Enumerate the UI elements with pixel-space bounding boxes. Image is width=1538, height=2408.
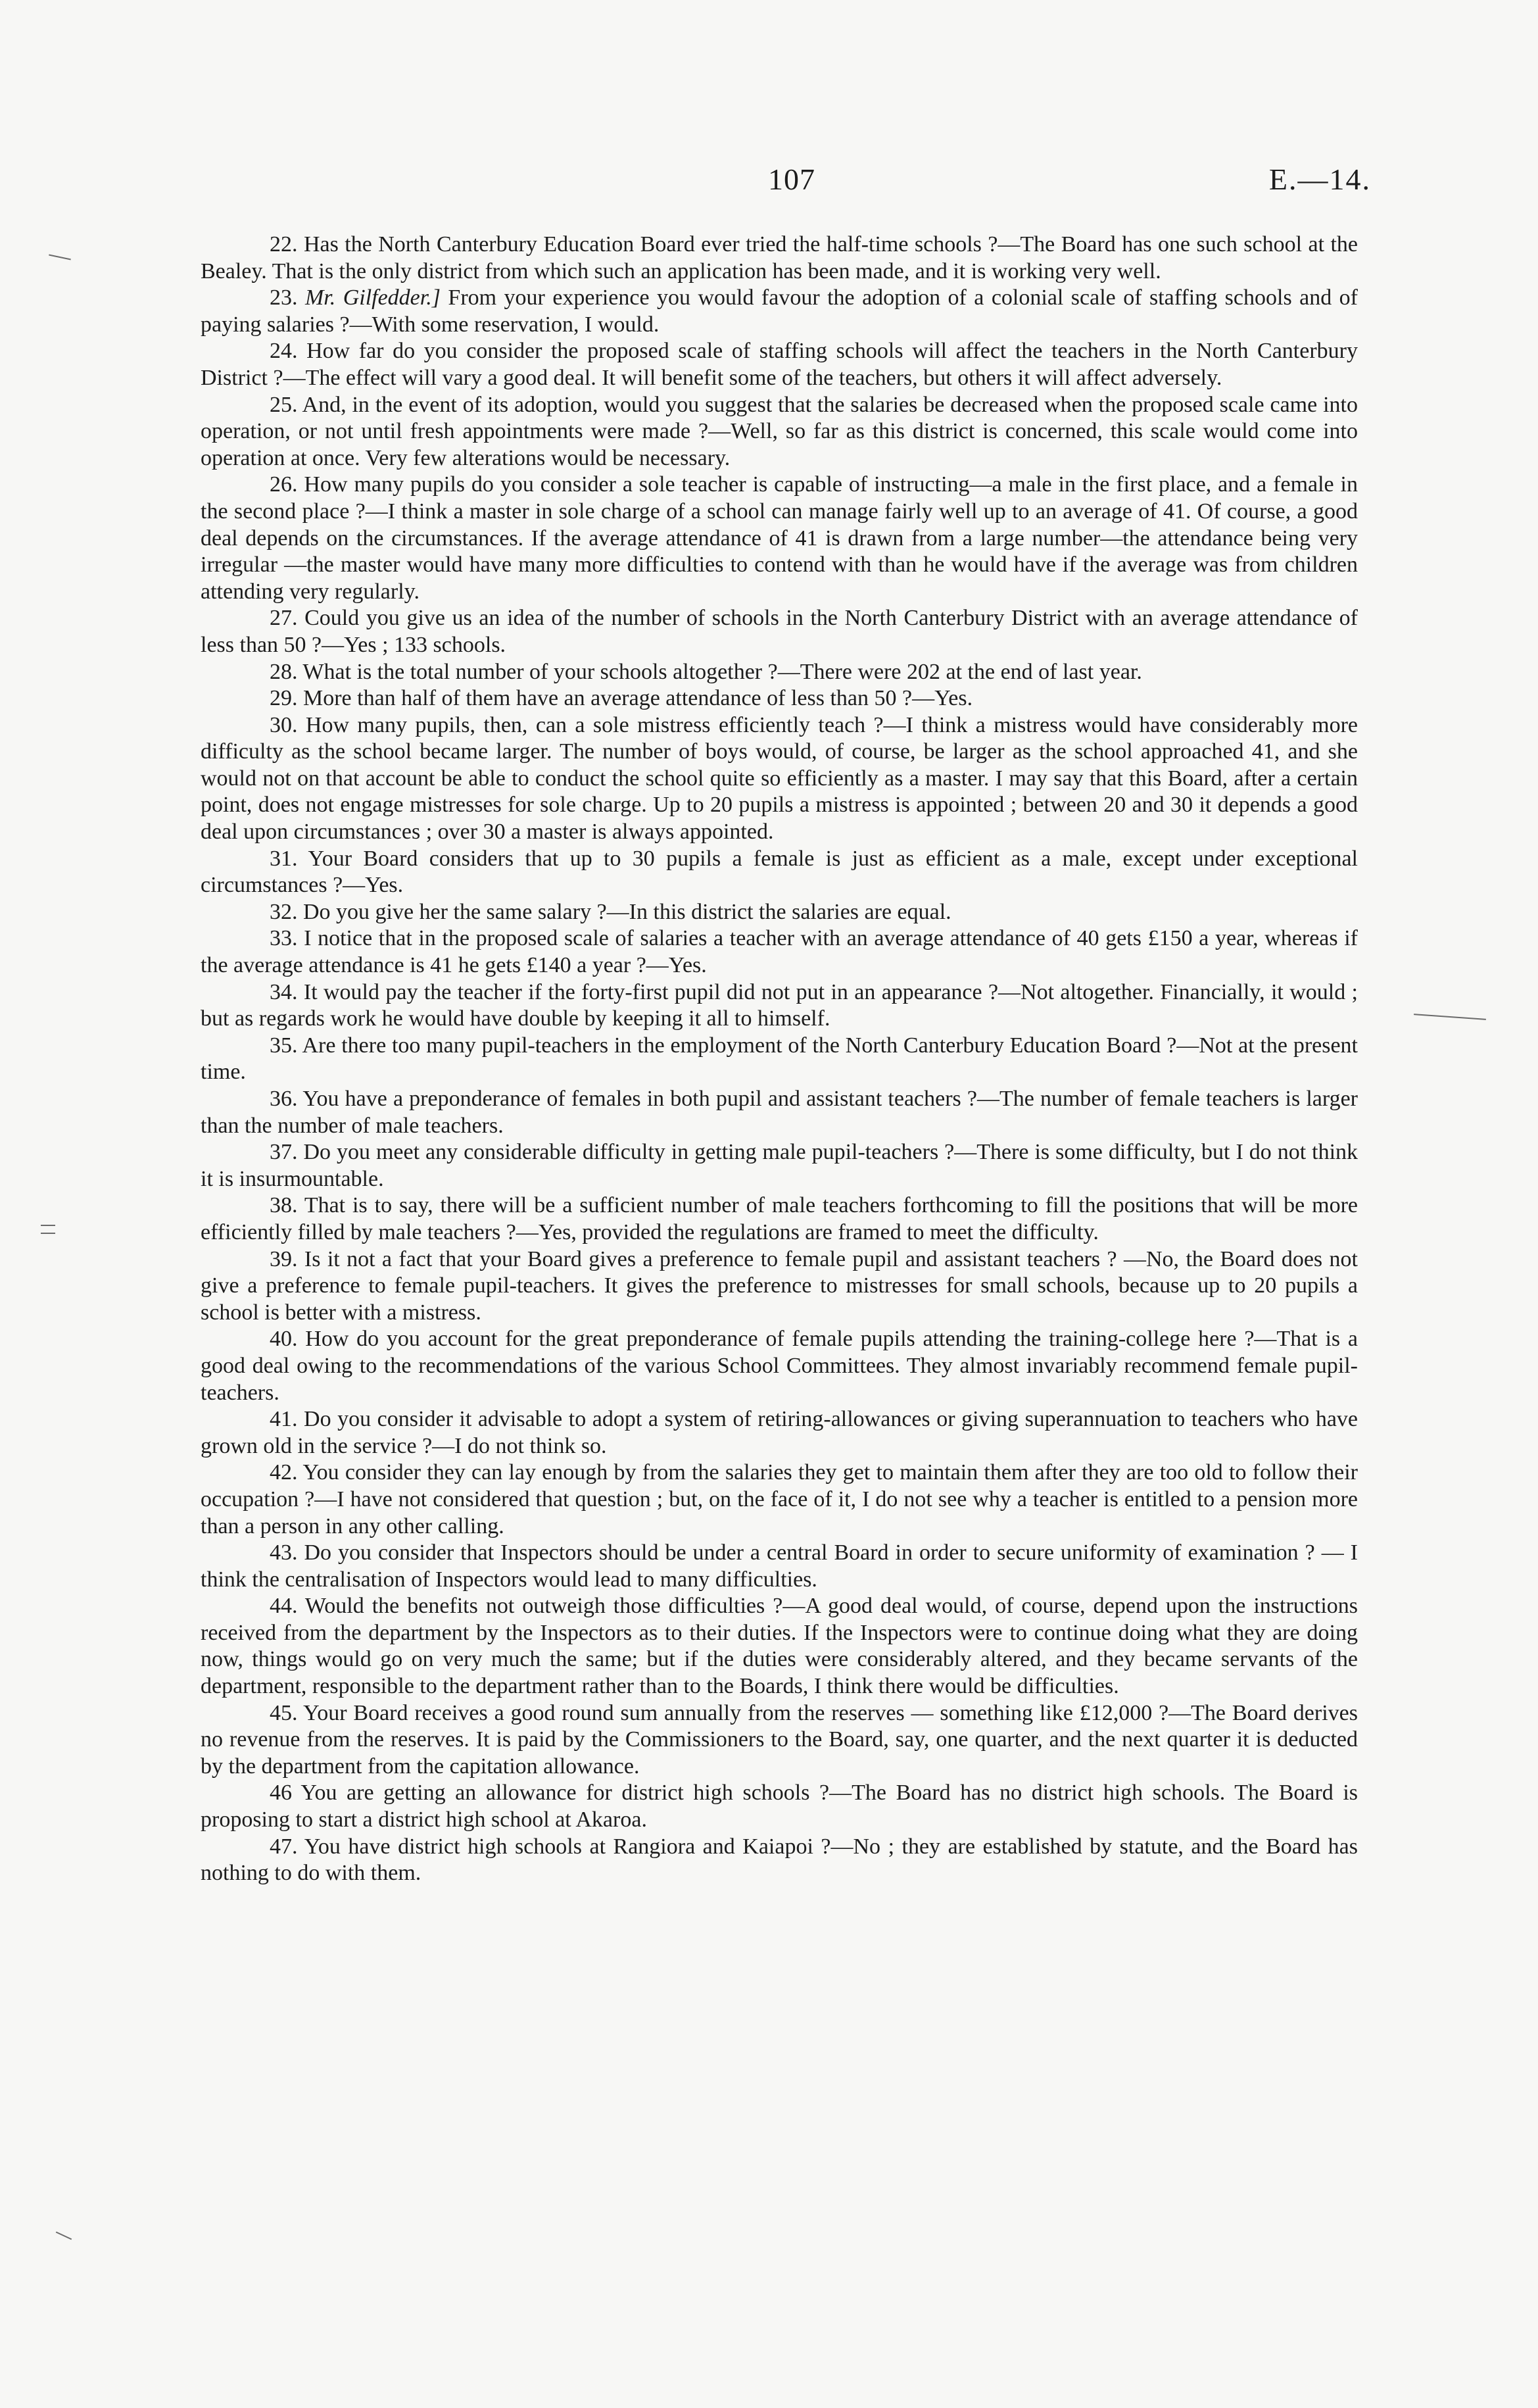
qa-paragraph-35 [201, 1033, 1358, 1086]
question-number: 30. [270, 712, 298, 737]
qa-paragraph-31 [201, 846, 1358, 899]
question-number: 32. [270, 899, 298, 924]
qa-text: More than half of them have an average attendance of less than 50 ?—Yes. [303, 686, 973, 711]
question-number: 34. [270, 979, 298, 1004]
qa-text: I notice that in the proposed scale of salaries a teacher with an average attendance of 40 gets £150 a year, whereas if the average attendance is 41 he gets £140 a year ?—Yes. [201, 926, 1358, 978]
qa-text: It would pay the teacher if the forty-first pupil did not put in an appearance ?—Not altogether. Financially, it would ; but as regards work he would have double by keeping it all to himself. [201, 979, 1358, 1031]
qa-text: Could you give us an idea of the number of schools in the North Canterbury District with an average attendance of less than 50 ?—Yes ; 133 schools. [201, 606, 1358, 657]
qa-paragraph-40 [201, 1326, 1358, 1406]
question-number: 40. [270, 1327, 298, 1352]
question-number: 46 [270, 1781, 292, 1806]
testimony-body [201, 232, 1358, 1887]
question-number: 36. [270, 1087, 298, 1111]
qa-paragraph-24 [201, 338, 1358, 391]
question-number: 44. [270, 1594, 298, 1619]
qa-paragraph-25 [201, 392, 1358, 472]
qa-text: Do you consider it advisable to adopt a system of retiring-allowances or giving superannuation to teachers who have grown old in the service ?—I do not think so. [201, 1407, 1358, 1458]
qa-paragraph-23 [201, 285, 1358, 338]
question-number: 22. [270, 232, 298, 257]
question-number: 24. [270, 339, 298, 364]
page-header [0, 162, 1538, 208]
qa-text: What is the total number of your schools altogether ?—There were 202 at the end of last year. [302, 659, 1142, 684]
page-number: 107 [768, 162, 815, 196]
qa-paragraph-43 [201, 1540, 1358, 1593]
qa-paragraph-36 [201, 1086, 1358, 1139]
question-number: 35. [270, 1033, 298, 1058]
qa-text: That is to say, there will be a sufficient number of male teachers forthcoming to fill the positions that will be more efficiently filled by male teachers ?—Yes, provided the regulations are framed to meet the difficulty. [201, 1193, 1358, 1244]
qa-text: Do you meet any considerable difficulty in getting male pupil-teachers ?—There is some difficulty, but I do not think it is insurmountable. [201, 1140, 1358, 1191]
question-number: 41. [270, 1407, 298, 1432]
question-number: 28. [270, 659, 298, 684]
question-number: 33. [270, 926, 298, 951]
question-number: 47. [270, 1834, 298, 1859]
qa-paragraph-30 [201, 712, 1358, 846]
question-number: 37. [270, 1140, 298, 1165]
question-number: 25. [270, 392, 298, 417]
qa-paragraph-28 [201, 659, 1358, 686]
question-number: 38. [270, 1193, 298, 1218]
qa-paragraph-42 [201, 1460, 1358, 1540]
question-number: 39. [270, 1246, 298, 1271]
qa-paragraph-39 [201, 1246, 1358, 1327]
question-number: 45. [270, 1700, 298, 1725]
margin-scan-mark [56, 2232, 72, 2240]
qa-paragraph-38 [201, 1192, 1358, 1246]
qa-text: From your experience you would favour the adoption of a colonial scale of staffing schools and of paying salaries ?—With some reservation, I would. [201, 285, 1358, 337]
qa-text: And, in the event of its adoption, would you suggest that the salaries be decreased when the proposed scale came into operation, or not until fresh appointments were made ?—Well, so far as this district is concerned, this scale would come into operation at once. Very few alterations would be necessary. [201, 392, 1358, 470]
qa-text: You have a preponderance of females in both pupil and assistant teachers ?—The number of female teachers is larger than the number of male teachers. [201, 1087, 1358, 1138]
qa-paragraph-27 [201, 605, 1358, 658]
qa-text: How many pupils, then, can a sole mistress efficiently teach ?—I think a mistress would have considerably more difficulty as the school became larger. The number of boys would, of course, be larger as the school approached 41, and she would not on that account be able to conduct the school quite so efficiently as a master. I may say that this Board, after a certain point, does not engage mistresses for sole charge. Up to 20 pupils a mistress is appointed ; between 20 and 30 it depends a good deal upon circumstances ; over 30 a master is always appointed. [201, 712, 1358, 845]
document-reference: E.—14. [1268, 162, 1371, 196]
margin-scan-mark [1414, 1014, 1486, 1020]
margin-scan-mark [49, 254, 71, 260]
qa-paragraph-44 [201, 1593, 1358, 1700]
qa-paragraph-29 [201, 685, 1358, 712]
question-number: 42. [270, 1460, 298, 1485]
qa-paragraph-32 [201, 899, 1358, 926]
qa-text: Your Board considers that up to 30 pupils a female is just as efficient as a male, except under exceptional circumstances ?—Yes. [201, 846, 1358, 898]
qa-paragraph-34 [201, 979, 1358, 1033]
qa-paragraph-22 [201, 232, 1358, 285]
qa-text: Do you give her the same salary ?—In this district the salaries are equal. [303, 899, 951, 924]
question-number: 26. [270, 472, 298, 497]
qa-text: You have district high schools at Rangiora and Kaiapoi ?—No ; they are established by statute, and the Board has nothing to do with them. [201, 1834, 1358, 1886]
qa-paragraph-33 [201, 925, 1358, 979]
qa-text: You consider they can lay enough by from the salaries they get to maintain them after they are too old to follow their occupation ?—I have not considered that question ; but, on the face of it, I do not see why a teacher is entitled to a pension more than a person in any other calling. [201, 1460, 1358, 1538]
question-number: 23. [270, 285, 298, 310]
qa-paragraph-46 [201, 1780, 1358, 1833]
qa-paragraph-47 [201, 1834, 1358, 1887]
qa-paragraph-37 [201, 1139, 1358, 1192]
qa-text: You are getting an allowance for district high schools ?—The Board has no district high schools. The Board is proposing to start a district high school at Akaroa. [201, 1781, 1358, 1832]
qa-text: Is it not a fact that your Board gives a preference to female pupil and assistant teachers ? —No, the Board does not give a preference to female pupil-teachers. It gives the preference to mistresses for small schools, because up to 20 pupils a school is better with a mistress. [201, 1246, 1358, 1325]
qa-text: Has the North Canterbury Education Board ever tried the half-time schools ?—The Board has one such school at the Bealey. That is the only district from which such an application has been made, and it is working very well. [201, 232, 1358, 283]
margin-scan-mark [41, 1225, 55, 1226]
question-number: 43. [270, 1540, 298, 1565]
question-number: 31. [270, 846, 298, 871]
qa-paragraph-45 [201, 1700, 1358, 1781]
qa-paragraph-41 [201, 1406, 1358, 1460]
speaker-name: Mr. Gilfedder.] [304, 285, 441, 310]
question-number: 29. [270, 686, 298, 711]
qa-text: Your Board receives a good round sum annually from the reserves — something like £12,000 ?—The Board derives no revenue from the reserves. It is paid by the Commissioners to the Board, say, one quarter, and the next quarter it is deducted by the department from the capitation allowance. [201, 1700, 1358, 1779]
question-number: 27. [270, 606, 298, 631]
qa-text: Are there too many pupil-teachers in the employment of the North Canterbury Education Board ?—Not at the present time. [201, 1033, 1358, 1085]
qa-text: How do you account for the great preponderance of female pupils attending the training-college here ?—That is a good deal owing to the recommendations of the various School Committees. They almost invariably recommend female pupil-teachers. [201, 1327, 1358, 1405]
margin-scan-mark [41, 1233, 55, 1234]
qa-text: How many pupils do you consider a sole teacher is capable of instructing—a male in the first place, and a female in the second place ?—I think a master in sole charge of a school can manage fairly well up to an average of 41. Of course, a good deal depends on the circumstances. If the average attendance of 41 is drawn from a large number—the attendance being very irregular —the master would have many more difficulties to contend with than he would have if the average was from children attending very regularly. [201, 472, 1358, 604]
qa-text: Would the benefits not outweigh those difficulties ?—A good deal would, of course, depend upon the instructions received from the department by the Inspectors as to their duties. If the Inspectors were to continue doing what they are doing now, things would go on very much the same; but if the duties were considerably altered, and they became servants of the department, responsible to the department rather than to the Boards, I think there would be difficulties. [201, 1594, 1358, 1699]
qa-paragraph-26 [201, 472, 1358, 605]
qa-text: How far do you consider the proposed scale of staffing schools will affect the teachers in the North Canterbury District ?—The effect will vary a good deal. It will benefit some of the teachers, but others it will affect adversely. [201, 339, 1358, 390]
qa-text: Do you consider that Inspectors should be under a central Board in order to secure uniformity of examination ? — I think the centralisation of Inspectors would lead to many difficulties. [201, 1540, 1358, 1592]
